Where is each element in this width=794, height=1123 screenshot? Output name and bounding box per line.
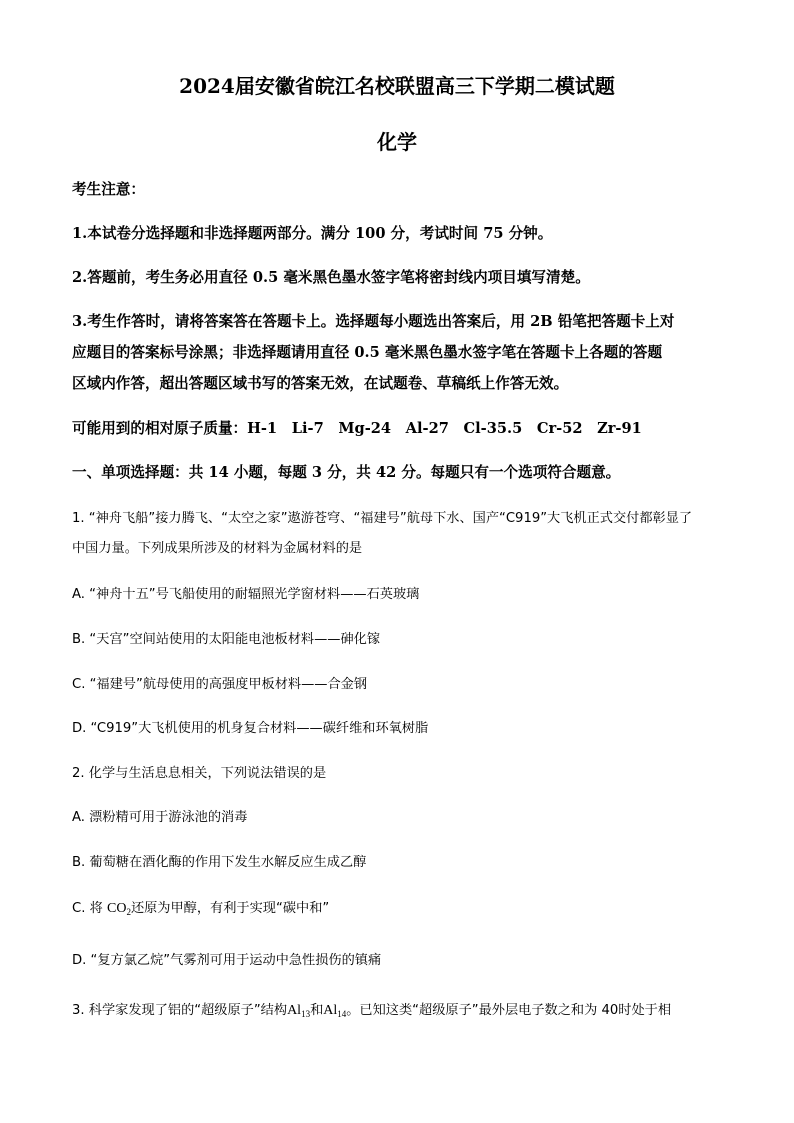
q2-option-c-prefix: C. 将 xyxy=(72,901,107,916)
q3-stem-prefix: 3. 科学家发现了铝的“超级原子”结构 xyxy=(72,1003,288,1018)
notice-heading: 考生注意： xyxy=(72,181,145,198)
q1-stem-line-2: 中国力量。下列成果所涉及的材料为金属材料的是 xyxy=(72,541,363,556)
q3-stem-line-1 xyxy=(72,999,671,1019)
q1-stem-line-1: 1. “神舟飞船”接力腾飞、“太空之家”遨游苍穹、“福建号”航母下水、国产“C919”大飞机正式交付都彰显了 xyxy=(72,511,693,526)
al14-formula xyxy=(323,1003,346,1018)
page-title: 2024届安徽省皖江名校联盟高三下学期二模试题 xyxy=(179,74,615,98)
al14-formula-base: Al xyxy=(323,1003,338,1018)
q2-stem: 2. 化学与生活息息相关，下列说法错误的是 xyxy=(72,766,327,781)
q1-option-c: C. “福建号”航母使用的高强度甲板材料——合金钢 xyxy=(72,677,368,692)
q2-option-c xyxy=(72,897,329,917)
q3-stem-and: 和 xyxy=(310,1003,324,1018)
q2-option-c-suffix: 还原为甲醇，有利于实现“碳中和” xyxy=(130,901,330,916)
al14-formula-subscript: 14 xyxy=(337,1009,347,1019)
al13-formula xyxy=(287,1003,310,1018)
co2-formula-base: CO xyxy=(106,901,127,916)
q2-option-d: D. “复方氯乙烷”气雾剂可用于运动中急性损伤的镇痛 xyxy=(72,953,382,968)
notice-item-2: 2.答题前，考生务必用直径 0.5 毫米黑色墨水签字笔将密封线内项目填写清楚。 xyxy=(72,269,590,286)
atomic-masses: 可能用到的相对原子质量：H-1 Li-7 Mg-24 Al-27 Cl-35.5 Cr-52 Zr-91 xyxy=(72,420,642,437)
q2-option-b: B. 葡萄糖在酒化酶的作用下发生水解反应生成乙醇 xyxy=(72,855,367,870)
notice-item-3-line-3: 区域内作答，超出答题区域书写的答案无效，在试题卷、草稿纸上作答无效。 xyxy=(72,375,569,392)
q1-option-a: A. “神舟十五”号飞船使用的耐辐照光学窗材料——石英玻璃 xyxy=(72,587,420,602)
q1-option-b: B. “天宫”空间站使用的太阳能电池板材料——砷化镓 xyxy=(72,632,381,647)
notice-item-3-line-1: 3.考生作答时，请将答案答在答题卡上。选择题每小题选出答案后，用 2B 铅笔把答题卡上对 xyxy=(72,313,675,330)
co2-formula-subscript: 2 xyxy=(126,907,131,917)
q1-option-d: D. “C919”大飞机使用的机身复合材料——碳纤维和环氧树脂 xyxy=(72,721,429,736)
q2-option-a: A. 漂粉精可用于游泳池的消毒 xyxy=(72,810,248,825)
section-1-heading: 一、单项选择题：共 14 小题，每题 3 分，共 42 分。每题只有一个选项符合题意。 xyxy=(72,464,621,481)
al13-formula-subscript: 13 xyxy=(301,1009,311,1019)
notice-item-3-line-2: 应题目的答案标号涂黑；非选择题请用直径 0.5 毫米黑色墨水签字笔在答题卡上各题的答题 xyxy=(72,344,663,361)
q3-stem-suffix: 。已知这类“超级原子”最外层电子数之和为 40时处于相 xyxy=(346,1003,672,1018)
subject-title: 化学 xyxy=(377,130,417,154)
al13-formula-base: Al xyxy=(287,1003,302,1018)
notice-item-1: 1.本试卷分选择题和非选择题两部分。满分 100 分，考试时间 75 分钟。 xyxy=(72,225,553,242)
co2-formula xyxy=(107,901,131,916)
